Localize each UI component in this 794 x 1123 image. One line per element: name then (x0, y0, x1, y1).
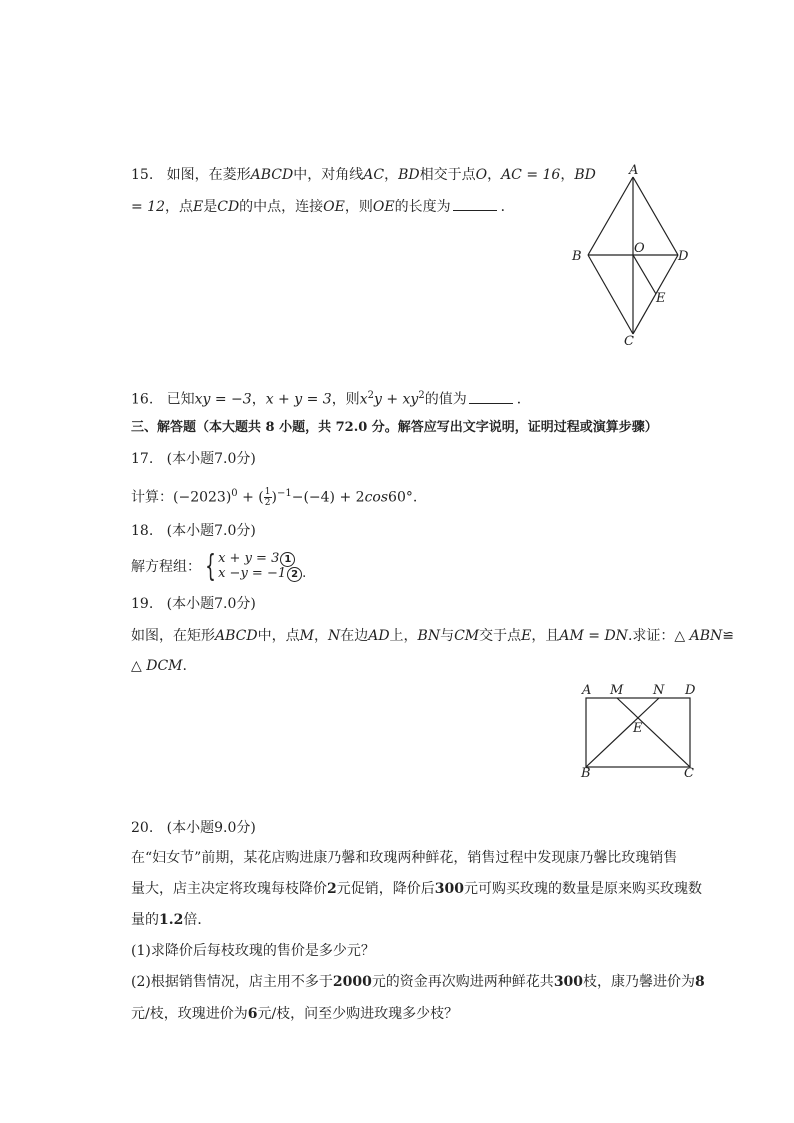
q19-cm: CM (454, 628, 480, 644)
q15-text: 的中点，连接 (239, 199, 324, 215)
equation-2-text: x −y = −1 (218, 566, 287, 581)
q20-header (131, 818, 256, 838)
q20-text: 量的 (131, 912, 159, 928)
rectangle-figure (574, 678, 704, 782)
q20-subquestion-2-line1 (131, 972, 705, 992)
label-d: D (685, 683, 696, 698)
q18-number: 18. (131, 523, 154, 539)
q16-x: x (359, 391, 368, 408)
q17-number: 17. (131, 451, 154, 467)
q15-line1 (131, 165, 596, 185)
answer-blank[interactable] (453, 198, 497, 211)
q15-eq2: = 12 (131, 199, 165, 215)
q18-body (131, 549, 307, 584)
q20-number-6: 6 (247, 1006, 258, 1022)
q20-text: 倍． (183, 912, 212, 928)
q19-abcd: ABCD (215, 628, 258, 644)
q15-period: ． (500, 199, 515, 215)
q20-text: 元促销，降价后 (336, 881, 435, 897)
q15-cd: CD (217, 199, 240, 215)
q17-body (131, 484, 417, 508)
brace-icon: { (205, 549, 216, 584)
q20-text: 元可购买玫瑰的数量是原来购买玫瑰数 (463, 881, 702, 897)
q16-exponent2: 2 (418, 390, 425, 401)
q18-score: (本小题7.0分) (166, 523, 256, 539)
q17-score: (本小题7.0分) (166, 451, 256, 467)
equation-1 (218, 552, 306, 567)
q16-expr3: y + xy (373, 391, 419, 408)
q17-angle: 60° (388, 489, 413, 506)
q20-number-300: 300 (434, 881, 464, 897)
q17-period: . (412, 489, 418, 506)
q20-text: 元/枝，问至少购进玫瑰多少枝？ (257, 1006, 459, 1022)
q20-number-2: 2 (327, 881, 337, 897)
q15-bd: BD (398, 167, 420, 183)
label-m: M (610, 683, 624, 698)
equation-1-text: x + y = 3 (218, 551, 280, 566)
label-b: B (581, 766, 591, 781)
fraction-numerator: 1 (264, 487, 271, 498)
q19-text: .求证： (627, 628, 675, 644)
q19-text: 与 (440, 628, 455, 644)
q19-n: N (327, 628, 341, 644)
q20-score: (本小题9.0分) (166, 820, 256, 836)
q15-line2 (131, 197, 515, 217)
fraction-denominator: 2 (264, 498, 271, 509)
label-a: A (629, 163, 639, 178)
q16-text: 已知 (166, 391, 195, 408)
q19-header (131, 594, 256, 614)
q19-text: 在边 (340, 628, 369, 644)
q15-oe: OE (323, 199, 345, 215)
q16-number: 16. (131, 391, 154, 408)
q15-ac: AC (363, 167, 385, 183)
q16-expr1: xy = −3 (194, 391, 252, 408)
q15-bd2: BD (574, 167, 596, 183)
q20-paragraph-line2 (131, 879, 702, 899)
q19-text: 交于点 (479, 628, 522, 644)
q17-cos: cos (364, 489, 389, 506)
equation-2 (218, 567, 306, 582)
q19-m: M (299, 628, 314, 644)
q16-exponent: 2 (367, 390, 374, 401)
q17-paren: ) (271, 489, 277, 506)
q16-text: ，则 (331, 391, 360, 408)
label-d: D (678, 249, 689, 264)
q20-subquestion-2-line2 (131, 1004, 458, 1024)
q17-label: 计算： (131, 489, 173, 506)
q16-period: ． (516, 391, 531, 408)
q17-expr2: −(−4) + 2 (291, 489, 365, 506)
q20-number-8: 8 (695, 974, 705, 990)
q18-header (131, 521, 256, 541)
q19-text: 上， (389, 628, 418, 644)
q19-bn: BN (417, 628, 441, 644)
q16-text: 的值为 (424, 391, 467, 408)
segment-bn (586, 698, 659, 767)
q16-sep: ， (251, 391, 266, 408)
q15-abcd: ABCD (250, 167, 294, 183)
circled-number-1: 1 (280, 552, 295, 567)
q20-text: 量大，店主决定将玫瑰每枝降价 (131, 881, 327, 897)
label-c: C (624, 334, 634, 349)
q15-oe2: OE (372, 199, 395, 215)
q17-header (131, 449, 256, 469)
q19-triangle1: △ ABN (674, 628, 723, 644)
q16-expr2: x + y = 3 (265, 391, 332, 408)
q20-number-1-2: 1.2 (159, 912, 184, 928)
q15-text: ，则 (344, 199, 373, 215)
q15-text: 的长度为 (394, 199, 451, 215)
q15-sep: ， (560, 167, 575, 183)
q20-paragraph-line1: 在“妇女节”前期，某花店购进康乃馨和玫瑰两种鲜花，销售过程中发现康乃馨比玫瑰销售 (131, 850, 678, 866)
q17-exponent: 0 (231, 488, 238, 499)
q18-label: 解方程组： (131, 559, 201, 575)
q15-text: 如图，在菱形 (166, 167, 251, 183)
q20-number-2000: 2000 (332, 974, 372, 990)
q15-sep: ， (487, 167, 502, 183)
q20-paragraph-line3 (131, 910, 211, 930)
equation-system (218, 552, 306, 582)
q20-text: 枝，康乃馨进价为 (583, 974, 696, 990)
q18-period: . (302, 566, 307, 581)
answer-blank[interactable] (469, 391, 513, 404)
q20-number-300b: 300 (553, 974, 584, 990)
q19-triangle2: △ DCM (131, 658, 183, 674)
label-a: A (582, 683, 592, 698)
q15-text: ，点 (165, 199, 193, 215)
edge-ab (588, 177, 633, 255)
label-e: E (633, 721, 643, 736)
q20-text: (2)根据销售情况，店主用不多于 (131, 974, 333, 990)
circled-number-2: 2 (287, 567, 302, 582)
q16-line (131, 386, 531, 410)
q15-o: O (475, 167, 488, 183)
q19-text: 中，点 (257, 628, 300, 644)
label-e: E (656, 291, 666, 306)
segment-oe (633, 255, 656, 294)
q15-text: 相交于点 (419, 167, 476, 183)
q17-plus: + ( (237, 489, 264, 506)
q19-congruent: ≌ (722, 628, 734, 644)
q20-number: 20. (131, 820, 154, 836)
q19-sep: ， (313, 628, 328, 644)
q19-ad: AD (368, 628, 390, 644)
label-c: C (684, 766, 694, 781)
q19-text: ，且 (531, 628, 560, 644)
edge-bc (588, 255, 633, 334)
q17-exponent2: −1 (276, 488, 292, 499)
q19-number: 19. (131, 596, 154, 612)
q19-line2 (131, 656, 187, 676)
label-o: O (634, 241, 645, 256)
q15-text: 是 (203, 199, 218, 215)
label-n: N (653, 683, 665, 698)
q17-fraction (264, 487, 272, 508)
rhombus-figure (560, 160, 710, 355)
q15-text: 中，对角线 (293, 167, 364, 183)
q19-eq: AM = DN (559, 628, 628, 644)
q19-period: . (182, 658, 187, 674)
q20-subquestion-1: (1)求降价后每枝玫瑰的售价是多少元？ (131, 943, 375, 959)
q19-e: E (521, 628, 532, 644)
q15-e: E (193, 199, 204, 215)
q20-text: 元/枝，玫瑰进价为 (131, 1006, 248, 1022)
q19-line1 (131, 626, 734, 646)
q15-sep: ， (384, 167, 399, 183)
q17-expr: (−2023) (173, 489, 232, 506)
section-heading: 三、解答题（本大题共 8 小题，共 72.0 分。解答应写出文字说明，证明过程或演算步骤） (131, 420, 658, 435)
segment-cm (617, 698, 690, 767)
q19-score: (本小题7.0分) (166, 596, 256, 612)
label-b: B (572, 249, 582, 264)
q15-number: 15. (131, 167, 154, 183)
q15-eq: AC = 16 (501, 167, 561, 183)
q20-text: 元的资金再次购进两种鲜花共 (371, 974, 554, 990)
q19-text: 如图，在矩形 (131, 628, 215, 644)
